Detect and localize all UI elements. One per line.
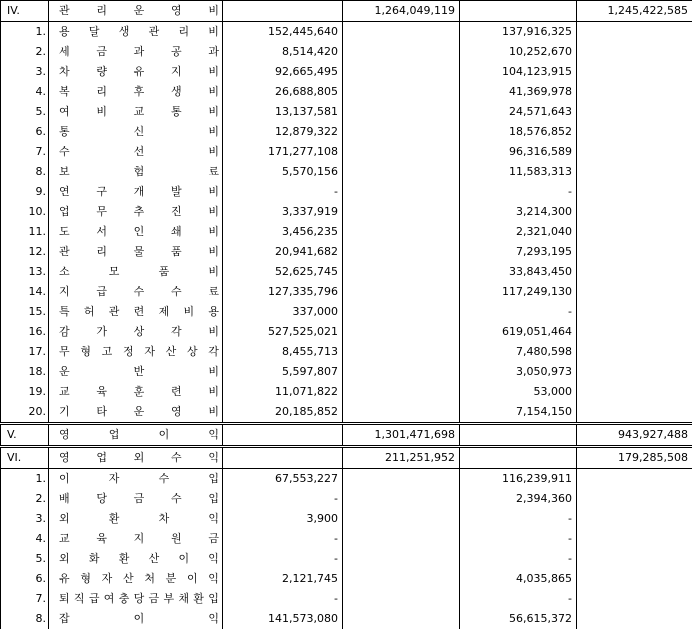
item-row (1, 569, 692, 589)
item-name (49, 569, 223, 589)
item-prior: 7,154,150 (460, 402, 577, 424)
item-blank-prior (577, 122, 692, 142)
item-blank-prior (577, 362, 692, 382)
item-prior: 2,321,040 (460, 222, 577, 242)
item-blank-prior (577, 322, 692, 342)
item-number: 10. (1, 202, 49, 222)
section-name-text: 영 업 이 익 (59, 425, 219, 445)
item-row (1, 62, 692, 82)
item-blank-prior (577, 22, 692, 43)
item-blank-prior (577, 202, 692, 222)
item-number: 9. (1, 182, 49, 202)
item-current: 8,455,713 (223, 342, 343, 362)
item-current: 152,445,640 (223, 22, 343, 43)
item-blank-current (343, 302, 460, 322)
item-blank-current (343, 242, 460, 262)
item-blank-current (343, 42, 460, 62)
item-blank-current (343, 609, 460, 629)
item-name-text: 감 가 상 각 비 (59, 322, 219, 342)
item-blank-prior (577, 589, 692, 609)
item-blank-current (343, 62, 460, 82)
item-number: 13. (1, 262, 49, 282)
item-row (1, 262, 692, 282)
item-name-text: 기 타 운 영 비 (59, 402, 219, 422)
item-name (49, 382, 223, 402)
item-current: 2,121,745 (223, 569, 343, 589)
item-prior: - (460, 529, 577, 549)
item-name-text: 잡 이 익 (59, 609, 219, 629)
item-blank-prior (577, 609, 692, 629)
item-current: 8,514,420 (223, 42, 343, 62)
item-prior: 7,293,195 (460, 242, 577, 262)
item-name (49, 242, 223, 262)
item-blank-prior (577, 529, 692, 549)
item-name-text: 복 리 후 생 비 (59, 82, 219, 102)
item-blank-current (343, 402, 460, 424)
item-blank-prior (577, 182, 692, 202)
item-blank-current (343, 142, 460, 162)
item-name-text: 배 당 금 수 입 (59, 489, 219, 509)
item-row (1, 22, 692, 43)
item-name-text: 업 무 추 진 비 (59, 202, 219, 222)
section-total-prior: 943,927,488 (577, 424, 692, 447)
item-name (49, 142, 223, 162)
item-prior: 137,916,325 (460, 22, 577, 43)
section-blank-prior (460, 424, 577, 447)
item-row (1, 529, 692, 549)
item-prior: 41,369,978 (460, 82, 577, 102)
section-blank-current (223, 424, 343, 447)
item-blank-current (343, 549, 460, 569)
item-row (1, 549, 692, 569)
item-prior: 18,576,852 (460, 122, 577, 142)
section-total-prior: 179,285,508 (577, 447, 692, 469)
item-name-text: 유 형 자 산 처 분 이 익 (59, 569, 219, 589)
item-number: 15. (1, 302, 49, 322)
item-name-text: 교 육 훈 련 비 (59, 382, 219, 402)
item-prior: 619,051,464 (460, 322, 577, 342)
item-name-text: 운 반 비 (59, 362, 219, 382)
item-row (1, 282, 692, 302)
item-prior: 3,050,973 (460, 362, 577, 382)
section-number: V. (1, 424, 49, 447)
item-blank-current (343, 589, 460, 609)
item-blank-current (343, 362, 460, 382)
item-blank-current (343, 222, 460, 242)
item-name (49, 82, 223, 102)
item-blank-prior (577, 509, 692, 529)
item-name (49, 22, 223, 43)
item-number: 2. (1, 489, 49, 509)
item-current: 337,000 (223, 302, 343, 322)
item-name-text: 세 금 과 공 과 (59, 42, 219, 62)
item-current: 13,137,581 (223, 102, 343, 122)
item-row (1, 362, 692, 382)
item-row (1, 242, 692, 262)
item-row (1, 162, 692, 182)
item-name (49, 402, 223, 424)
item-number: 17. (1, 342, 49, 362)
item-blank-prior (577, 302, 692, 322)
section-blank-prior (460, 447, 577, 469)
item-number: 5. (1, 102, 49, 122)
item-blank-current (343, 202, 460, 222)
section-name (49, 447, 223, 469)
item-name-text: 특 허 관 련 제 비 용 (59, 302, 219, 322)
item-name (49, 182, 223, 202)
item-name-text: 수 선 비 (59, 142, 219, 162)
item-number: 12. (1, 242, 49, 262)
item-number: 20. (1, 402, 49, 424)
item-name-text: 통 신 비 (59, 122, 219, 142)
item-name (49, 302, 223, 322)
item-blank-prior (577, 382, 692, 402)
item-number: 2. (1, 42, 49, 62)
item-row (1, 589, 692, 609)
item-current: 11,071,822 (223, 382, 343, 402)
item-prior: - (460, 302, 577, 322)
section-blank-prior (460, 1, 577, 22)
item-name (49, 589, 223, 609)
item-prior: - (460, 182, 577, 202)
item-blank-current (343, 102, 460, 122)
item-blank-prior (577, 242, 692, 262)
section-name-text: 영 업 외 수 익 (59, 448, 219, 468)
section-number: VI. (1, 447, 49, 469)
item-current: 12,879,322 (223, 122, 343, 142)
item-prior: 116,239,911 (460, 469, 577, 490)
item-number: 6. (1, 569, 49, 589)
section-row (1, 447, 692, 469)
item-row (1, 342, 692, 362)
item-current: 141,573,080 (223, 609, 343, 629)
item-prior: - (460, 589, 577, 609)
item-current: - (223, 589, 343, 609)
item-name (49, 42, 223, 62)
item-name (49, 469, 223, 490)
item-current: 127,335,796 (223, 282, 343, 302)
item-blank-current (343, 162, 460, 182)
item-name (49, 62, 223, 82)
section-name (49, 424, 223, 447)
item-number: 11. (1, 222, 49, 242)
item-blank-current (343, 489, 460, 509)
item-blank-prior (577, 82, 692, 102)
item-name-text: 연 구 개 발 비 (59, 182, 219, 202)
section-name (49, 1, 223, 22)
item-name-text: 외 환 차 익 (59, 509, 219, 529)
item-name (49, 362, 223, 382)
item-number: 3. (1, 62, 49, 82)
item-row (1, 489, 692, 509)
item-prior: 104,123,915 (460, 62, 577, 82)
item-blank-prior (577, 62, 692, 82)
item-current: 92,665,495 (223, 62, 343, 82)
item-name-text: 관 리 물 품 비 (59, 242, 219, 262)
item-name (49, 282, 223, 302)
item-name-text: 퇴 직 급 여 충 당 금 부 채 환 입 (59, 589, 219, 609)
item-row (1, 322, 692, 342)
item-prior: 96,316,589 (460, 142, 577, 162)
item-current: - (223, 182, 343, 202)
item-prior: - (460, 549, 577, 569)
item-blank-prior (577, 489, 692, 509)
item-current: 67,553,227 (223, 469, 343, 490)
item-name (49, 122, 223, 142)
item-name (49, 322, 223, 342)
item-prior: 33,843,450 (460, 262, 577, 282)
item-blank-prior (577, 222, 692, 242)
item-row (1, 382, 692, 402)
item-name (49, 102, 223, 122)
item-current: 171,277,108 (223, 142, 343, 162)
item-number: 16. (1, 322, 49, 342)
item-number: 4. (1, 529, 49, 549)
item-current: 20,185,852 (223, 402, 343, 424)
section-total-current: 1,264,049,119 (343, 1, 460, 22)
item-name (49, 509, 223, 529)
item-name-text: 소 모 품 비 (59, 262, 219, 282)
item-blank-current (343, 82, 460, 102)
item-number: 8. (1, 609, 49, 629)
item-name-text: 용 달 생 관 리 비 (59, 22, 219, 42)
item-row (1, 82, 692, 102)
item-prior: 2,394,360 (460, 489, 577, 509)
item-name-text: 도 서 인 쇄 비 (59, 222, 219, 242)
item-name (49, 549, 223, 569)
item-current: - (223, 529, 343, 549)
item-name (49, 162, 223, 182)
section-total-current: 211,251,952 (343, 447, 460, 469)
item-blank-current (343, 569, 460, 589)
section-total-current: 1,301,471,698 (343, 424, 460, 447)
item-blank-current (343, 322, 460, 342)
section-total-prior: 1,245,422,585 (577, 1, 692, 22)
section-number: IV. (1, 1, 49, 22)
section-row (1, 1, 692, 22)
item-blank-current (343, 509, 460, 529)
item-current: 26,688,805 (223, 82, 343, 102)
item-name (49, 202, 223, 222)
item-blank-current (343, 469, 460, 490)
item-prior: 56,615,372 (460, 609, 577, 629)
item-row (1, 102, 692, 122)
item-blank-current (343, 382, 460, 402)
item-row (1, 509, 692, 529)
item-name-text: 이 자 수 입 (59, 469, 219, 489)
item-prior: 53,000 (460, 382, 577, 402)
item-blank-prior (577, 549, 692, 569)
item-name (49, 222, 223, 242)
item-number: 7. (1, 589, 49, 609)
item-row (1, 142, 692, 162)
item-name-text: 지 급 수 수 료 (59, 282, 219, 302)
item-number: 1. (1, 469, 49, 490)
item-number: 14. (1, 282, 49, 302)
item-blank-current (343, 529, 460, 549)
item-name (49, 529, 223, 549)
item-name-text: 여 비 교 통 비 (59, 102, 219, 122)
item-current: 527,525,021 (223, 322, 343, 342)
item-blank-prior (577, 42, 692, 62)
item-prior: - (460, 509, 577, 529)
item-row (1, 302, 692, 322)
item-prior: 10,252,670 (460, 42, 577, 62)
item-number: 4. (1, 82, 49, 102)
item-current: 3,456,235 (223, 222, 343, 242)
item-name-text: 차 량 유 지 비 (59, 62, 219, 82)
item-blank-prior (577, 282, 692, 302)
section-row (1, 424, 692, 447)
item-current: 3,900 (223, 509, 343, 529)
item-name-text: 외 화 환 산 이 익 (59, 549, 219, 569)
section-blank-current (223, 447, 343, 469)
item-row (1, 182, 692, 202)
item-current: 5,597,807 (223, 362, 343, 382)
item-blank-prior (577, 469, 692, 490)
item-name-text: 무 형 고 정 자 산 상 각 (59, 342, 219, 362)
item-name (49, 262, 223, 282)
item-row (1, 609, 692, 629)
income-statement-body (1, 1, 692, 629)
item-row (1, 222, 692, 242)
item-blank-current (343, 22, 460, 43)
item-blank-prior (577, 402, 692, 424)
item-prior: 117,249,130 (460, 282, 577, 302)
item-blank-current (343, 122, 460, 142)
item-number: 18. (1, 362, 49, 382)
item-prior: 3,214,300 (460, 202, 577, 222)
item-prior: 4,035,865 (460, 569, 577, 589)
item-number: 3. (1, 509, 49, 529)
item-blank-prior (577, 342, 692, 362)
item-blank-prior (577, 162, 692, 182)
item-blank-prior (577, 102, 692, 122)
item-prior: 24,571,643 (460, 102, 577, 122)
item-blank-prior (577, 142, 692, 162)
item-prior: 7,480,598 (460, 342, 577, 362)
item-name-text: 보 험 료 (59, 162, 219, 182)
item-blank-prior (577, 569, 692, 589)
item-name (49, 342, 223, 362)
item-name (49, 489, 223, 509)
item-row (1, 42, 692, 62)
item-number: 8. (1, 162, 49, 182)
item-number: 6. (1, 122, 49, 142)
item-current: - (223, 489, 343, 509)
item-prior: 11,583,313 (460, 162, 577, 182)
item-current: 20,941,682 (223, 242, 343, 262)
item-current: 3,337,919 (223, 202, 343, 222)
item-blank-current (343, 262, 460, 282)
item-name (49, 609, 223, 629)
item-name-text: 교 육 지 원 금 (59, 529, 219, 549)
item-row (1, 402, 692, 424)
item-blank-current (343, 182, 460, 202)
section-blank-current (223, 1, 343, 22)
item-blank-prior (577, 262, 692, 282)
item-number: 19. (1, 382, 49, 402)
item-current: 5,570,156 (223, 162, 343, 182)
item-number: 1. (1, 22, 49, 43)
item-row (1, 469, 692, 490)
item-blank-current (343, 342, 460, 362)
item-number: 5. (1, 549, 49, 569)
item-row (1, 122, 692, 142)
item-number: 7. (1, 142, 49, 162)
item-current: - (223, 549, 343, 569)
item-current: 52,625,745 (223, 262, 343, 282)
item-blank-current (343, 282, 460, 302)
item-row (1, 202, 692, 222)
section-name-text: 관 리 운 영 비 (59, 1, 219, 21)
